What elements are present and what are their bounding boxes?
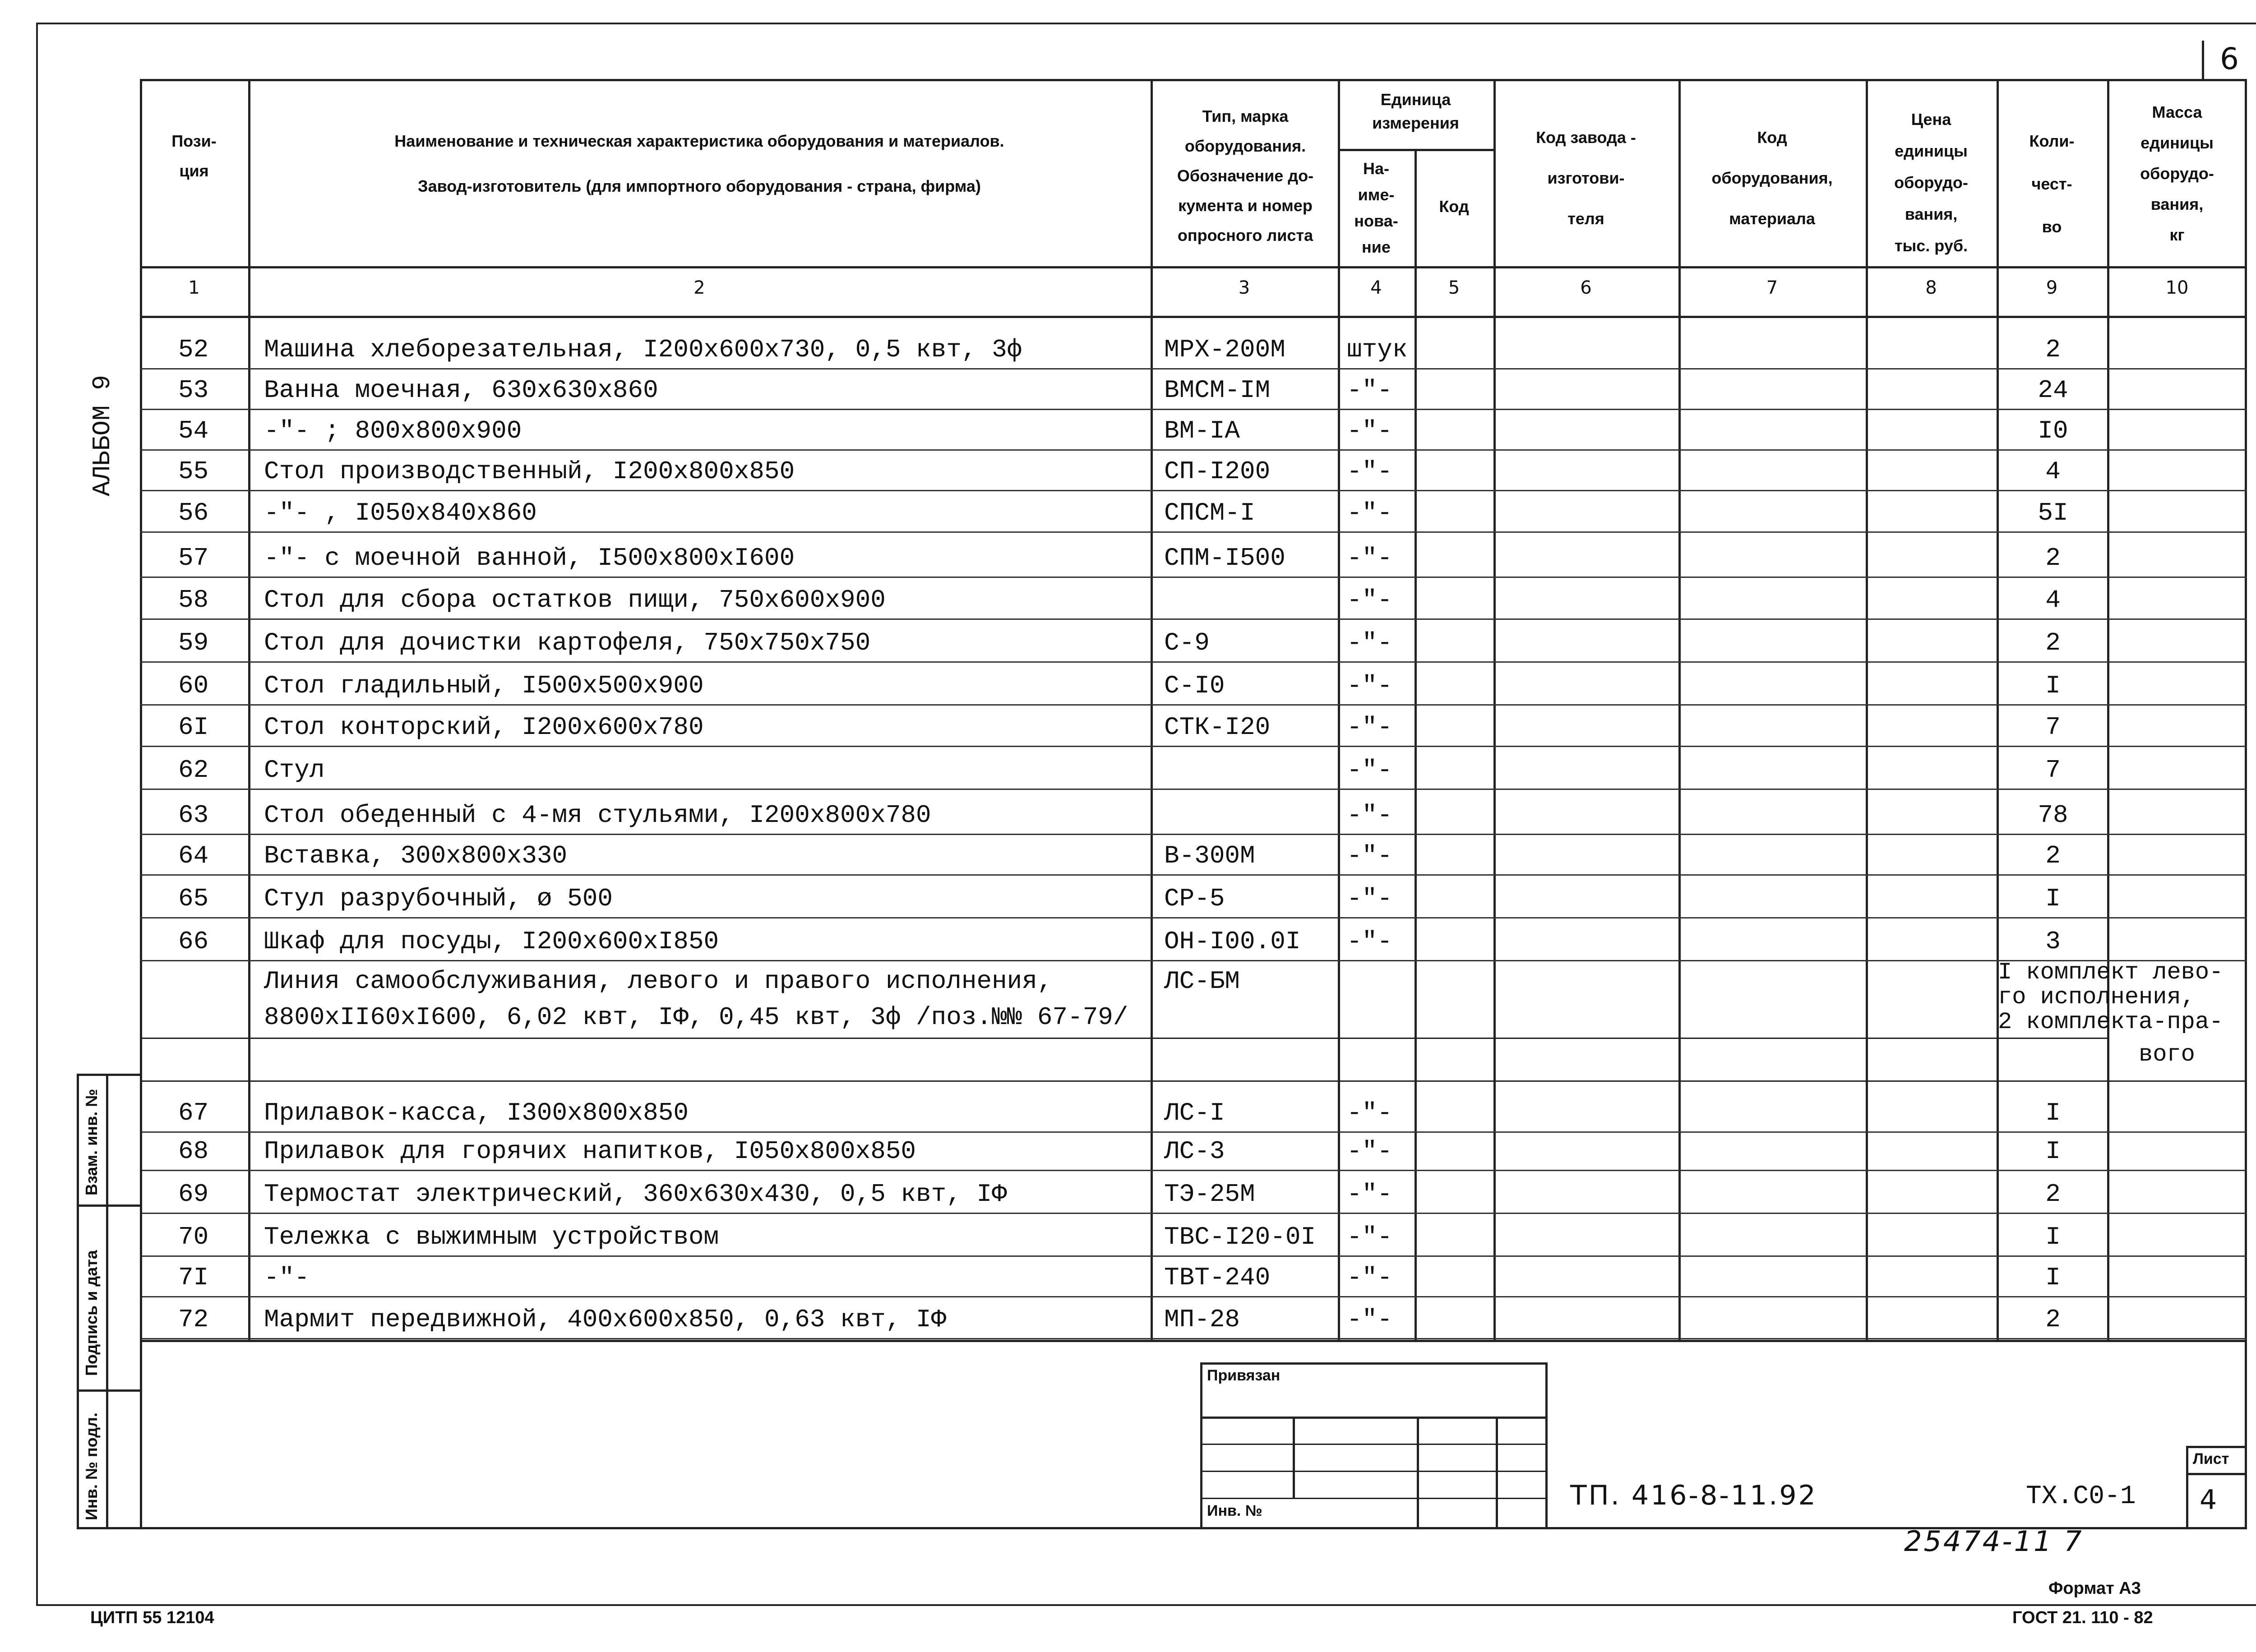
colnum-4: 4 [1370,277,1382,298]
handwritten-number: 25474-11 7 [1904,1525,2084,1558]
table-row-7I-type: ТВТ-240 [1164,1263,1271,1292]
table-row-53-unit: -"- [1347,376,1392,405]
table-row-68-unit: -"- [1347,1137,1392,1166]
table-row-66-unit: -"- [1347,927,1392,956]
header-factory-code: Код завода - изготови- теля [1536,128,1636,228]
colnum-1: 1 [188,277,200,298]
table-row-66-name: Шкаф для посуды, I200x600xI850 [264,927,719,956]
table-row-65-unit: -"- [1347,884,1392,913]
sheet-corner-number: 6 [2220,42,2239,76]
list-value: 4 [2200,1484,2217,1516]
table-row-62-name: Стул [264,756,325,784]
line-block-bottom [140,1038,2107,1039]
header-equipment-code: Код оборудования, материала [1711,128,1833,228]
table-row-6I-name: Стол конторский, I200x600x780 [264,713,704,742]
table-row-69-name: Термостат электрический, 360x630x430, 0,5 квт, IФ [264,1180,1007,1209]
side-stamp-div-1 [77,1204,142,1207]
table-row-65-type: СР-5 [1164,884,1225,913]
header-unit-name: На- име- нова- ние [1354,159,1398,256]
table-row-72-qty: 2 [2045,1305,2061,1334]
table-row-55-qty: 4 [2045,457,2061,486]
table-row-72-name: Мармит передвижной, 400x600x850, 0,63 квт, IФ [264,1305,947,1334]
table-row-59-name: Стол для дочистки картофеля, 750x750x750 [264,628,871,657]
colnum-2: 2 [693,277,705,298]
row-separator [140,704,2247,706]
table-row-65-qty: I [2045,884,2061,913]
table-row-68-qty: I [2045,1137,2061,1166]
table-row-58-name: Стол для сбора остатков пищи, 750x600x900 [264,586,886,614]
row-separator [140,746,2247,747]
header-name-line1: Наименование и техническая характеристика оборудования и материалов. [394,132,1004,150]
line-block-note-3: 2 комплекта-пра- [1998,1009,2224,1035]
table-row-58-unit: -"- [1347,586,1392,614]
table-row-72-pos: 72 [178,1305,209,1334]
table-row-68-name: Прилавок для горячих напитков, I050x800x850 [264,1137,916,1166]
table-row-56-pos: 56 [178,498,209,527]
table-row-63-name: Стол обеденный с 4-мя стульями, I200x800x780 [264,801,931,830]
table-row-62-qty: 7 [2045,756,2061,784]
colnum-3: 3 [1238,277,1250,298]
table-row-67-name: Прилавок-касса, I300x800x850 [264,1098,689,1127]
table-row-57-qty: 2 [2045,544,2061,572]
table-row-69-type: ТЭ-25М [1164,1180,1255,1209]
table-row-70-type: ТВС-I20-0I [1164,1223,1316,1251]
table-row-65-name: Стул разрубочный, ø 500 [264,884,613,913]
col-line-3 [1338,79,1340,1342]
table-row-66-pos: 66 [178,927,209,956]
col-line-5 [1493,79,1496,1342]
table-row-57-pos: 57 [178,544,209,572]
colnum-7: 7 [1766,277,1778,298]
row-separator [140,531,2247,533]
table-row-52-qty: 2 [2045,335,2061,364]
table-row-66-type: ОН-I00.0I [1164,927,1301,956]
table-row-67-qty: I [2045,1098,2061,1127]
table-row-52-type: МРХ-200М [1164,335,1285,364]
table-row-64-unit: -"- [1347,841,1392,870]
table-row-67-type: ЛС-I [1164,1098,1225,1127]
table-row-57-name: -"- с моечной ванной, I500x800xI600 [264,544,795,572]
col-line-7 [1866,79,1868,1342]
line-block-note-4: вого [2139,1041,2195,1068]
footer-left: ЦИТП 55 12104 [90,1608,214,1627]
table-row-54-pos: 54 [178,416,209,445]
sheet-code: ТХ.С0-1 [2026,1482,2136,1511]
line-block-type: ЛС-БМ [1164,967,1240,996]
table-row-54-type: ВМ-IА [1164,416,1240,445]
header-price: Цена единицы оборудо- вания, тыс. руб. [1894,110,1968,255]
table-row-60-name: Стол гладильный, I500x500x900 [264,671,704,700]
colnum-bottom-line [140,316,2247,318]
row-separator [140,1338,2247,1339]
col-line-8 [1997,79,1999,1342]
table-row-64-pos: 64 [178,841,209,870]
table-row-57-type: СПМ-I500 [1164,544,1285,572]
table-row-56-name: -"- , I050x840x860 [264,498,537,527]
table-row-58-pos: 58 [178,586,209,614]
row-separator [140,618,2247,620]
privyazan-label: Привязан [1207,1367,1281,1384]
table-row-55-pos: 55 [178,457,209,486]
table-row-54-unit: -"- [1347,416,1392,445]
table-row-7I-name: -"- [264,1263,310,1292]
table-row-64-qty: 2 [2045,841,2061,870]
table-row-56-qty: 5I [2038,498,2068,527]
row-separator [140,789,2247,790]
table-row-59-unit: -"- [1347,628,1392,657]
colnum-8: 8 [1925,277,1937,298]
table-row-60-qty: I [2045,671,2061,700]
row-separator [140,1213,2247,1214]
colnum-5: 5 [1448,277,1460,298]
colnum-9: 9 [2046,277,2058,298]
header-type: Тип, марка оборудования. Обозначение до- кумента и номер опросного листа [1177,107,1314,245]
table-row-53-pos: 53 [178,376,209,405]
table-row-56-type: СПСМ-I [1164,498,1255,527]
table-row-53-type: ВМСМ-IМ [1164,376,1271,405]
header-name-line2: Завод-изготовитель (для импортного оборудования - страна, фирма) [418,177,981,195]
header-quantity: Коли- чест- во [2029,132,2075,236]
table-row-60-pos: 60 [178,671,209,700]
table-row-67-pos: 67 [178,1098,209,1127]
table-row-53-qty: 24 [2038,376,2068,405]
side-stamp-podpis: Подпись и дата [82,1250,101,1376]
table-row-70-unit: -"- [1347,1223,1392,1251]
inv-no-label: Инв. № [1207,1502,1262,1519]
privyazan-vline-3 [1496,1417,1498,1529]
table-row-60-unit: -"- [1347,671,1392,700]
list-label: Лист [2193,1450,2229,1467]
table-row-6I-qty: 7 [2045,713,2061,742]
line-block-name-2: 8800xII60xI600, 6,02 квт, IФ, 0,45 квт, 3ф /поз.№№ 67-79/ [264,1003,1128,1032]
line-block-bottom-2 [140,1080,2247,1082]
table-row-72-type: МП-28 [1164,1305,1240,1334]
table-row-59-type: С-9 [1164,628,1210,657]
table-row-6I-pos: 6I [178,713,209,742]
table-row-6I-type: СТК-I20 [1164,713,1271,742]
table-row-52-name: Машина хлеборезательная, I200x600x730, 0,5 квт, 3ф [264,335,1022,364]
header-position: Пози- ция [171,132,217,180]
table-row-68-pos: 68 [178,1137,209,1166]
table-row-6I-unit: -"- [1347,713,1392,742]
table-row-55-unit: -"- [1347,457,1392,486]
row-separator [140,917,2247,918]
privyazan-vline-1 [1293,1417,1295,1498]
header-unit-code: Код [1439,197,1469,216]
table-row-57-unit: -"- [1347,544,1392,572]
table-row-60-type: С-I0 [1164,671,1225,700]
line-block-note-1: I комплект лево- [1998,959,2224,986]
table-row-54-name: -"- ; 800x800x900 [264,416,522,445]
table-row-7I-unit: -"- [1347,1263,1392,1292]
row-separator [140,874,2247,876]
row-separator [140,490,2247,491]
table-row-58-qty: 4 [2045,586,2061,614]
line-block-name-1: Линия самообслуживания, левого и правого исполнения, [264,967,1053,996]
album-label: АЛЬБОМ 9 [88,375,117,496]
footer-right: ГОСТ 21. 110 - 82 [2012,1608,2153,1627]
table-row-64-name: Вставка, 300x800x330 [264,841,568,870]
format-label: Формат А3 [2048,1579,2141,1598]
table-row-63-unit: -"- [1347,801,1392,830]
table-row-67-unit: -"- [1347,1098,1392,1127]
side-stamp-div-2 [77,1389,142,1392]
row-separator [140,1296,2247,1297]
header-mass: Масса единицы оборудо- вания, кг [2140,103,2214,244]
table-row-72-unit: -"- [1347,1305,1392,1334]
table-row-69-unit: -"- [1347,1180,1392,1209]
table-row-62-unit: -"- [1347,756,1392,784]
table-row-55-name: Стол производственный, I200x800x850 [264,457,795,486]
table-row-53-name: Ванна моечная, 630x630x860 [264,376,658,405]
header-unit-group: Единица измерения [1372,90,1459,132]
table-row-70-qty: I [2045,1223,2061,1251]
table-row-70-pos: 70 [178,1223,209,1251]
table-row-59-qty: 2 [2045,628,2061,657]
table-row-54-qty: I0 [2038,416,2068,445]
col-line-9 [2107,79,2109,1342]
doc-code: ТП. 416-8-11.92 [1570,1480,1817,1511]
privyazan-vline-2 [1417,1417,1419,1529]
row-separator [140,661,2247,663]
table-row-52-unit: штук [1347,335,1408,364]
table-row-66-qty: 3 [2045,927,2061,956]
line-block-note-2: го исполнения, [1998,984,2195,1011]
table-row-65-pos: 65 [178,884,209,913]
row-separator [140,1170,2247,1171]
table-row-70-name: Тележка с выжимным устройством [264,1223,719,1251]
col-line-6 [1678,79,1681,1342]
header-bottom-line [140,266,2247,268]
table-row-7I-qty: I [2045,1263,2061,1292]
side-stamp-inv: Инв. № подл. [82,1412,101,1520]
side-stamp-vzam: Взам. инв. № [82,1089,101,1195]
body-bottom-line [140,1340,2247,1342]
row-separator [140,577,2247,578]
corner-box-left [2202,41,2204,81]
side-stamp-mid [106,1074,108,1529]
colnum-10: 10 [2165,277,2189,298]
col-line-1 [248,79,250,1342]
colnum-6: 6 [1580,277,1592,298]
table-row-52-pos: 52 [178,335,209,364]
table-row-69-pos: 69 [178,1180,209,1209]
table-row-69-qty: 2 [2045,1180,2061,1209]
table-row-64-type: В-300М [1164,841,1255,870]
col-line-2 [1151,79,1153,1342]
list-box-line [2186,1473,2247,1475]
table-row-59-pos: 59 [178,628,209,657]
table-row-56-unit: -"- [1347,498,1392,527]
table-row-7I-pos: 7I [178,1263,209,1292]
table-row-68-type: ЛС-3 [1164,1137,1225,1166]
table-row-63-pos: 63 [178,801,209,830]
table-row-55-type: СП-I200 [1164,457,1271,486]
table-row-63-qty: 78 [2038,801,2068,830]
table-row-62-pos: 62 [178,756,209,784]
